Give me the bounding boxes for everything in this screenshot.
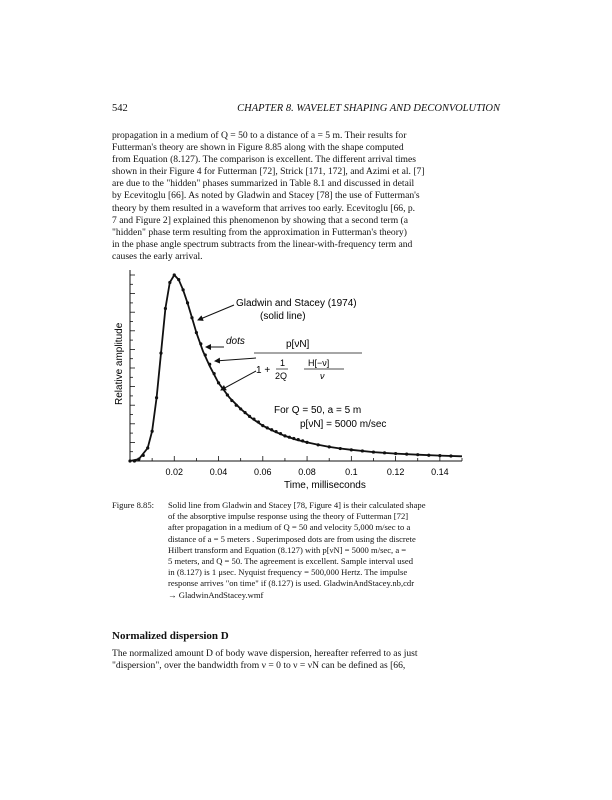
annotation-params-line1: For Q = 50, a = 5 m [274, 405, 362, 416]
caption-label: Figure 8.85: [112, 500, 155, 510]
data-point [266, 426, 269, 429]
caption-body [168, 500, 500, 601]
x-tick-label: 0.08 [298, 467, 316, 477]
data-point [394, 452, 397, 455]
data-point [305, 441, 308, 444]
text-line: by Ecevitoglu [66]. As noted by Gladwin and Stacey [78] the use of Futterman's [112, 190, 420, 202]
text-line: shown in their Figure 4 for Futterman [72], Strick [171, 172], and Azimi et al. [7] [112, 166, 425, 178]
data-point [128, 459, 131, 462]
text-line: "hidden" phase term resulting from the approximation in Futterman's theory) [112, 226, 407, 238]
data-point [217, 381, 220, 384]
data-point [438, 454, 441, 457]
chapter-title: CHAPTER 8. WAVELET SHAPING AND DECONVOLUTION [237, 103, 500, 114]
section-heading: Normalized dispersion D [112, 630, 229, 642]
data-point [283, 434, 286, 437]
data-point [317, 443, 320, 446]
data-point [274, 430, 277, 433]
x-tick-label: 0.06 [254, 467, 272, 477]
x-tick-label: 0.04 [209, 467, 228, 477]
y-axis-ticks [130, 275, 135, 452]
amplitude-chart [100, 265, 470, 497]
data-point [195, 331, 198, 334]
annotation-params-line2: p[νN] = 5000 m/sec [300, 419, 387, 430]
data-point [204, 353, 207, 356]
data-point [190, 316, 193, 319]
body-paragraph-top [112, 130, 500, 263]
y-axis-label: Relative amplitude [114, 322, 125, 405]
data-point [137, 458, 140, 461]
data-point [372, 450, 375, 453]
data-point [270, 428, 273, 431]
pointer-dots-lower [221, 371, 256, 390]
data-point [155, 396, 158, 399]
data-point [239, 407, 242, 410]
running-head [112, 103, 500, 117]
data-point [164, 307, 167, 310]
data-point [252, 418, 255, 421]
data-point [159, 352, 162, 355]
x-axis-label: Time, milliseconds [284, 480, 366, 491]
data-point [292, 437, 295, 440]
caption-line: Solid line from Gladwin and Stacey [78, Figure 4] is their calculated shape [168, 500, 426, 510]
pointer-dots-mid [215, 358, 256, 361]
data-point [427, 454, 430, 457]
data-point [182, 288, 185, 291]
data-point [208, 363, 211, 366]
body-paragraph-bottom [112, 648, 500, 672]
data-point [142, 454, 145, 457]
data-point [297, 438, 300, 441]
data-point [328, 445, 331, 448]
data-point [350, 448, 353, 451]
formula-h-numerator: H[−ν] [308, 358, 330, 368]
data-point [383, 451, 386, 454]
pointer-solid-line [198, 305, 234, 320]
x-tick-label: 0.14 [431, 467, 449, 477]
x-axis-ticks [152, 456, 462, 461]
formula-small-numerator: 1 [280, 358, 286, 368]
text-line: "dispersion", over the bandwidth from ν = 0 to ν = νN can be defined as [66, [112, 660, 406, 672]
text-line: theory by them resulted in a waveform that arrives too early. Ecevitoglu [66, p. [112, 202, 416, 214]
data-point [449, 454, 452, 457]
text-line: causes the early arrival. [112, 250, 203, 262]
data-point [213, 372, 216, 375]
caption-line: of the absorptive impulse response using the theory of Futterman [72] [168, 511, 409, 522]
formula-small-denominator: 2Q [275, 371, 288, 381]
formula-numerator: p[νN] [286, 339, 310, 350]
x-tick-label: 0.1 [345, 467, 358, 477]
text-line: in the phase angle spectrum subtracts from the linear-with-frequency term and [112, 238, 413, 250]
text-line: propagation in a medium of Q = 50 to a distance of a = 5 m. Their results for [112, 130, 407, 141]
data-point [177, 278, 180, 281]
data-point [230, 399, 233, 402]
text-line: Futterman's theory are shown in Figure 8.85 along with the shape computed [112, 142, 404, 154]
figure-8-85 [100, 265, 470, 497]
data-point [151, 430, 154, 433]
data-point [261, 424, 264, 427]
formula-one-plus: 1 + [256, 365, 271, 376]
caption-line: after propagation in a medium of Q = 50 and velocity 5,000 m/sec to a [168, 522, 411, 533]
text-line: 7 and Figure 2] explained this phenomenon by showing that a second term (a [112, 214, 409, 226]
caption-line: 5 meters, and Q = 50. The agreement is excellent. Sample interval used [168, 556, 413, 567]
data-point [199, 342, 202, 345]
caption-line: Hilbert transform and Equation (8.127) with p[νN] = 5000 m/sec, a = [168, 544, 407, 555]
data-point [361, 449, 364, 452]
caption-line: distance of a = 5 meters . Superimposed dots are from using the discrete [168, 533, 416, 544]
data-point [235, 404, 238, 407]
text-line: from Equation (8.127). The comparison is excellent. The different arrival times [112, 154, 416, 166]
data-point [133, 459, 136, 462]
data-point [301, 439, 304, 442]
data-point [248, 415, 251, 418]
caption-line: → GladwinAndStacey.wmf [168, 589, 264, 600]
data-point [288, 436, 291, 439]
caption-line: response arrives "on time" if (8.127) is used. GladwinAndStacey.nb,cdr [168, 578, 415, 589]
data-point [416, 453, 419, 456]
x-tick-label: 0.12 [386, 467, 405, 477]
annotation-solid-sublabel: (solid line) [260, 311, 306, 322]
data-point [279, 432, 282, 435]
formula-h-denominator: ν [320, 371, 325, 381]
data-point [243, 411, 246, 414]
data-point [226, 393, 229, 396]
data-point [257, 420, 260, 423]
text-line: The normalized amount D of body wave dispersion, hereafter referred to as just [112, 648, 418, 659]
x-tick-label: 0.02 [165, 467, 184, 477]
page-number: 542 [112, 103, 128, 114]
x-tick-labels [166, 467, 449, 477]
caption-line: in (8.127) is 1 μsec. Nyquist frequency = 500,000 Hertz. The impulse [168, 567, 408, 578]
data-point [186, 301, 189, 304]
annotation-dots-label: dots [226, 336, 245, 347]
data-point [168, 281, 171, 284]
text-line: are due to the "hidden" phases summarized in Table 8.1 and discussed in detail [112, 178, 415, 190]
data-point [339, 447, 342, 450]
annotation-solid-label: Gladwin and Stacey (1974) [236, 298, 357, 309]
data-point [173, 273, 176, 276]
data-point [405, 453, 408, 456]
data-point [146, 446, 149, 449]
